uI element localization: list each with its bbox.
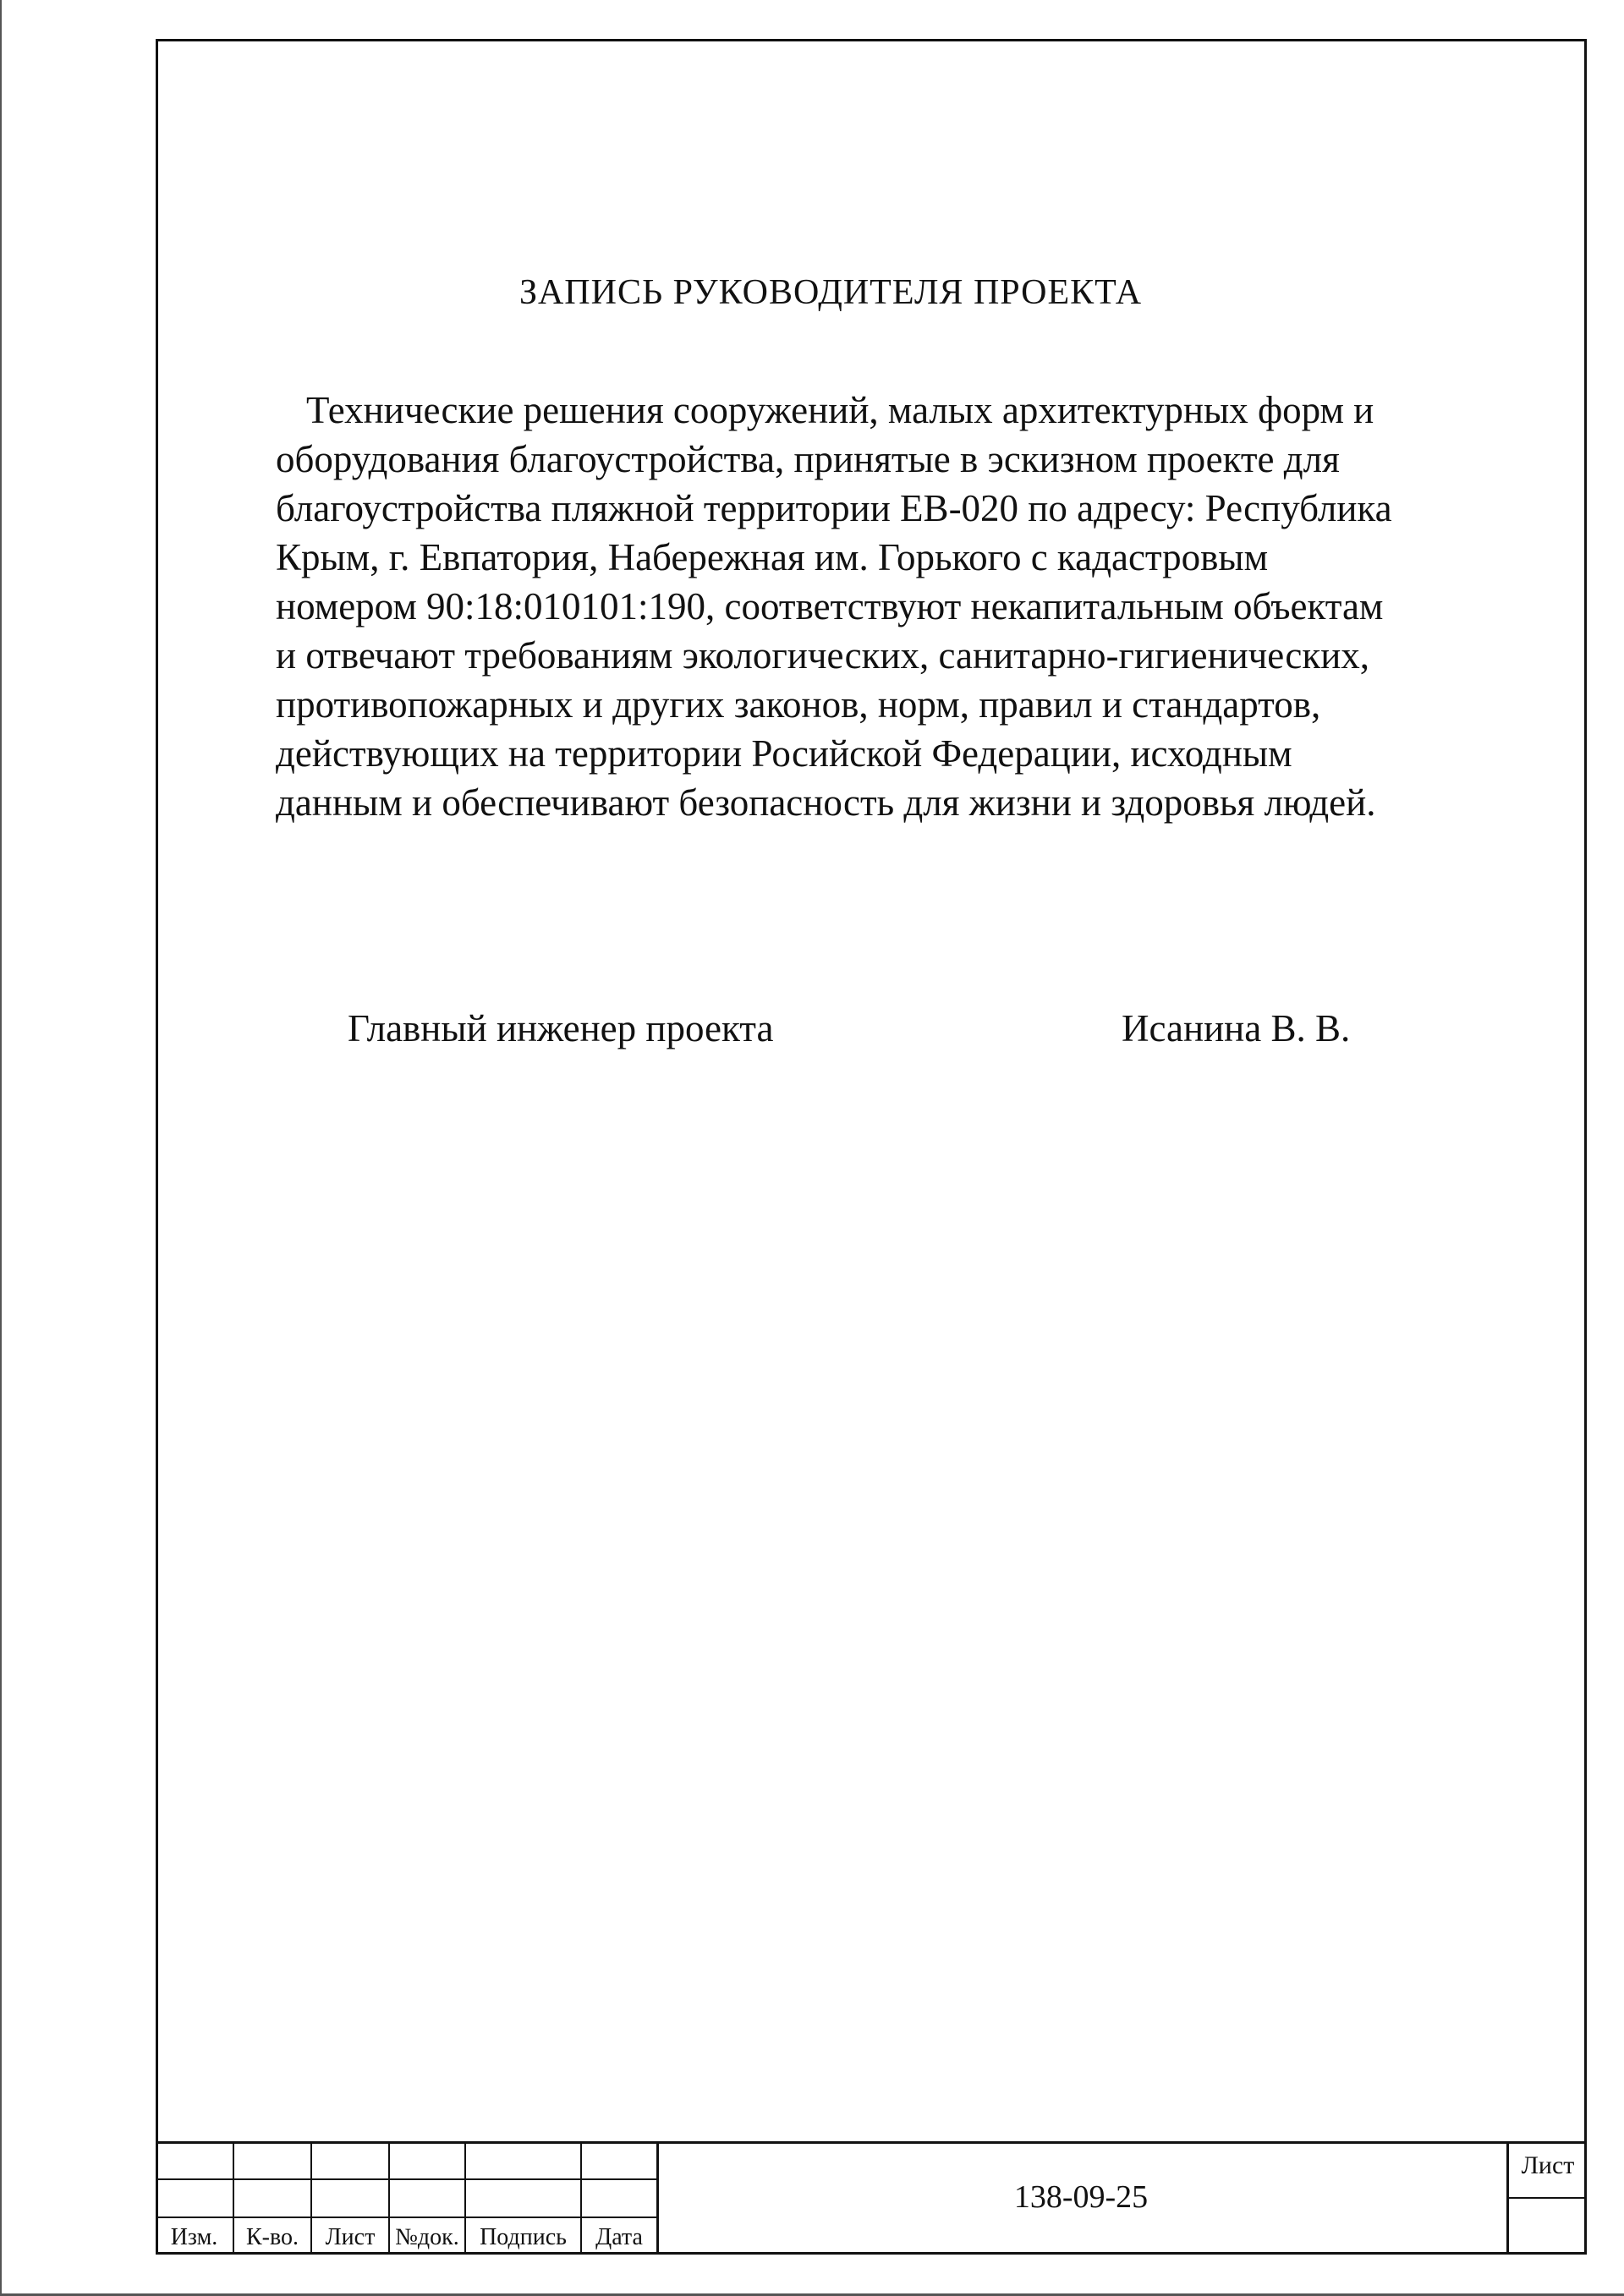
body-line: оборудования благоустройства, принятые в эскизном проекте для: [276, 438, 1340, 480]
col-label-quantity: К-во.: [245, 2224, 299, 2250]
title-block-row-line: [156, 2178, 658, 2180]
body-line: Технические решения сооружений, малых архитектурных форм и: [306, 389, 1374, 431]
body-line: номером 90:18:010101:190, соответствуют некапитальным объектам: [276, 585, 1384, 627]
title-block-top-line: [156, 2141, 1587, 2144]
title-block-row-line: [156, 2217, 658, 2218]
document-code: 138-09-25: [1013, 2179, 1149, 2215]
col-label-signature: Подпись: [480, 2224, 567, 2250]
body-line: действующих на территории Росийской Федерации, исходным: [276, 732, 1292, 775]
title-block-sheet-line: [1507, 2197, 1587, 2199]
col-label-sheet: Лист: [325, 2224, 376, 2250]
col-label-change: Изм.: [170, 2224, 218, 2250]
body-line: противопожарных и других законов, норм, правил и стандартов,: [276, 683, 1321, 726]
body-line: данным и обеспечивают безопасность для жизни и здоровья людей.: [276, 781, 1376, 824]
sheet-frame: [156, 39, 1587, 2255]
col-label-doc-number: №док.: [395, 2224, 459, 2250]
signature-name: Исанина В. В.: [1122, 1007, 1351, 1049]
body-line: благоустройства пляжной территории ЕВ-020 по адресу: Республика: [276, 487, 1392, 529]
signature-role: Главный инженер проекта: [348, 1007, 774, 1049]
sheet-label: Лист: [1521, 2151, 1575, 2179]
body-line: и отвечают требованиям экологических, санитарно-гигиенических,: [276, 634, 1370, 677]
title-block: [156, 2141, 1587, 2255]
document-title: ЗАПИСЬ РУКОВОДИТЕЛЯ ПРОЕКТА: [518, 273, 1143, 312]
body-line: Крым, г. Евпатория, Набережная им. Горького с кадастровым: [276, 536, 1269, 578]
document-body: [276, 386, 1494, 827]
col-label-date: Дата: [595, 2224, 643, 2250]
page-edge-left: [0, 0, 2, 2296]
